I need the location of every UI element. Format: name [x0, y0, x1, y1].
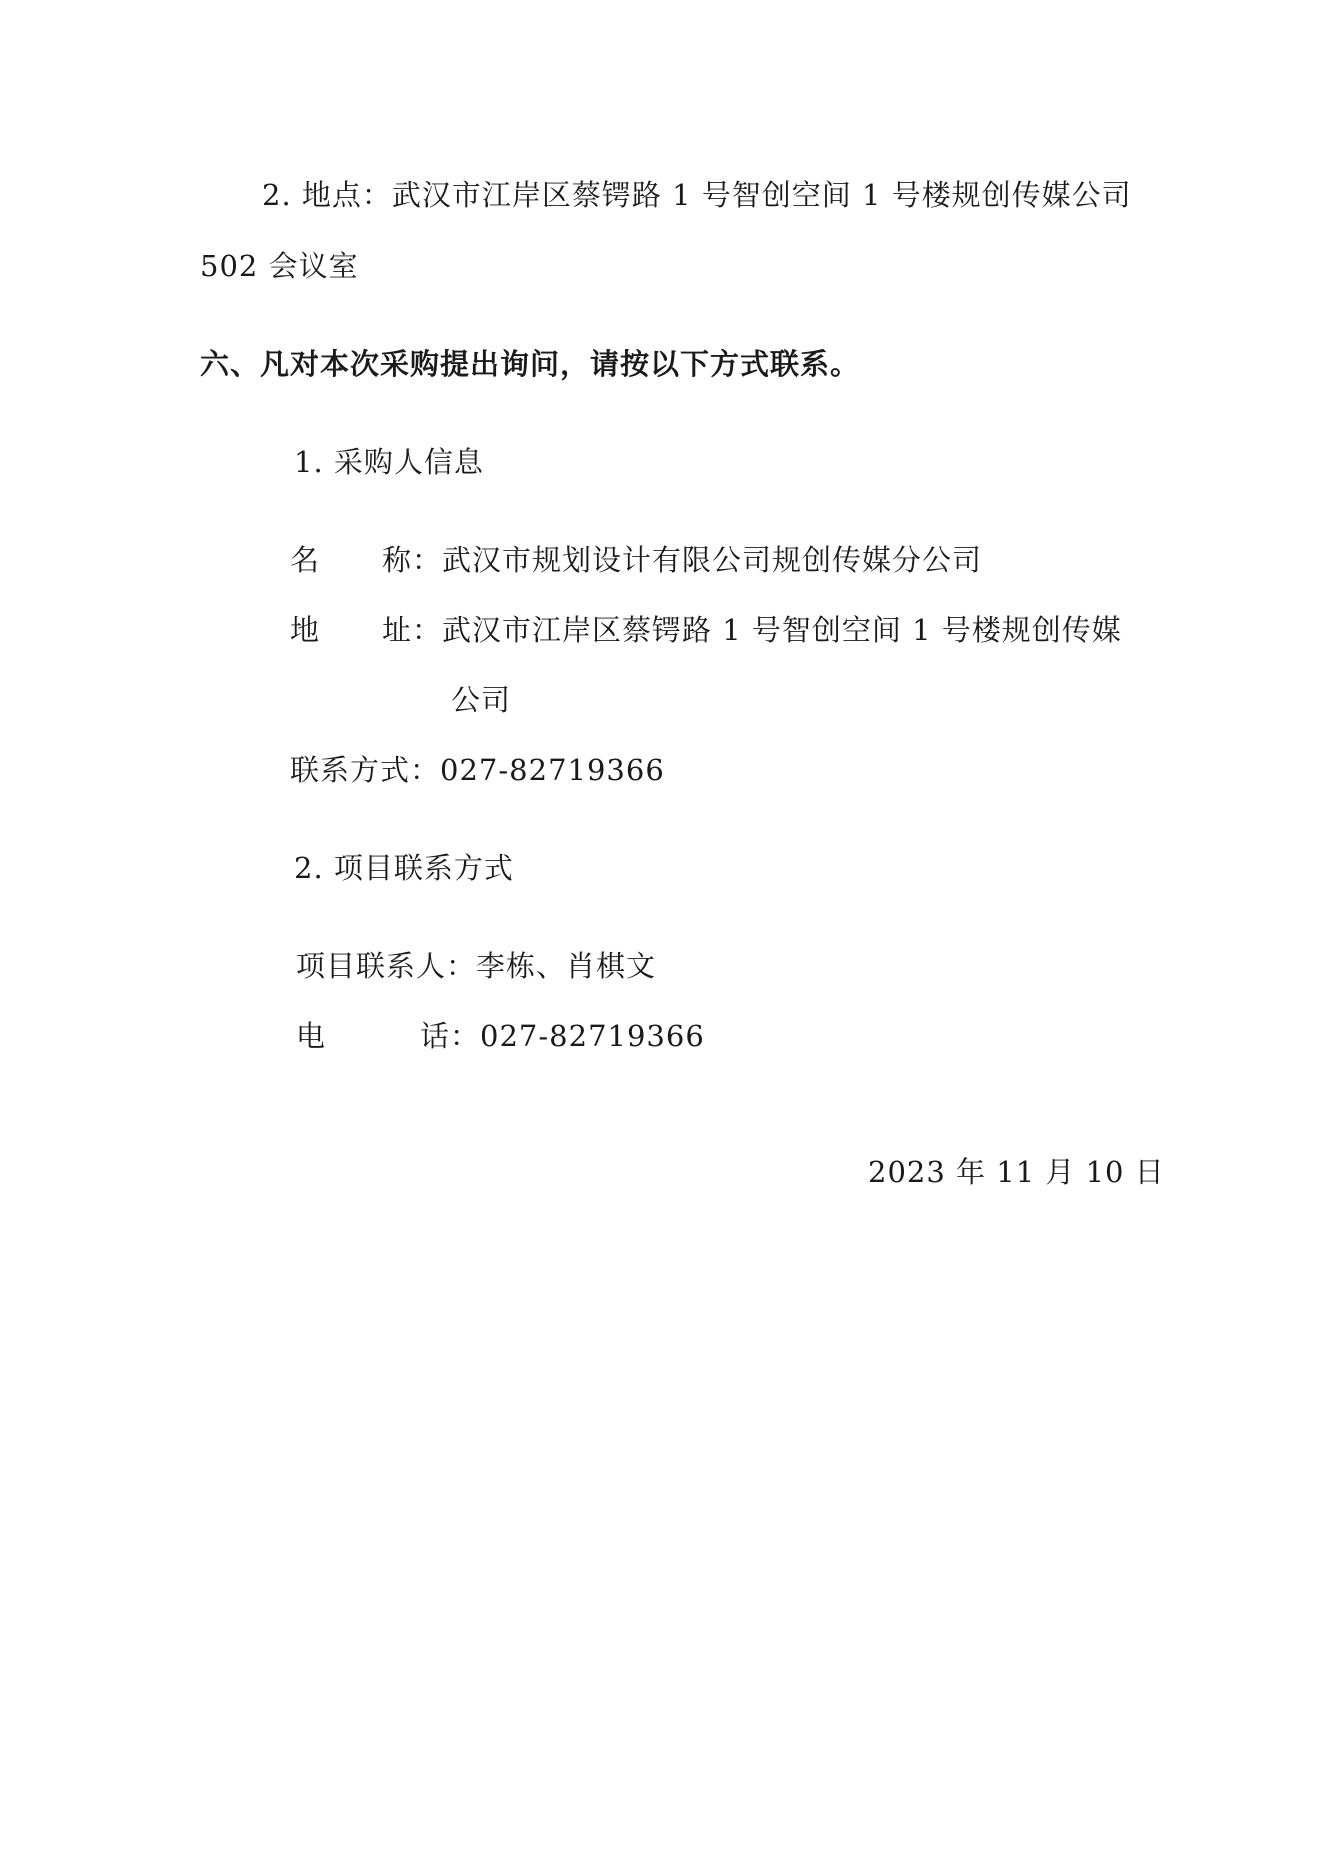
purchaser-contact-label: 联系方式： [290, 753, 441, 787]
purchaser-name-label-a: 名 [290, 543, 321, 577]
purchaser-info-title: 1. 采购人信息 [294, 445, 484, 479]
section-6-heading: 六、凡对本次采购提出询问，请按以下方式联系。 [200, 347, 861, 381]
purchaser-contact-row [290, 752, 665, 788]
project-person-row [296, 948, 656, 984]
purchaser-address-label-a: 地 [290, 613, 321, 647]
project-person-label: 项目联系人： [296, 949, 477, 983]
project-phone-row [296, 1018, 705, 1054]
project-phone-value: 027-82719366 [480, 1019, 705, 1053]
purchaser-address-value-2: 公司 [451, 683, 512, 717]
document-date: 2023 年 11 月 10 日 [868, 1155, 1165, 1189]
project-phone-label-a: 电 [296, 1019, 327, 1053]
purchaser-name-row [290, 542, 982, 578]
purchaser-address-value-1: 武汉市江岸区蔡锷路 1 号智创空间 1 号楼规创传媒 [442, 613, 1122, 647]
purchaser-name-label-b: 称： [382, 543, 443, 577]
project-contact-title: 2. 项目联系方式 [294, 851, 514, 885]
purchaser-name-value: 武汉市规划设计有限公司规创传媒分公司 [442, 543, 983, 577]
purchaser-contact-value: 027-82719366 [440, 753, 665, 787]
location-line-1: 2. 地点：武汉市江岸区蔡锷路 1 号智创空间 1 号楼规创传媒公司 [262, 178, 1132, 212]
purchaser-address-row [290, 612, 1122, 648]
location-line-2: 502 会议室 [200, 249, 359, 283]
purchaser-address-label-b: 址： [382, 613, 443, 647]
project-phone-label-b: 话： [420, 1019, 481, 1053]
project-person-value: 李栋、肖棋文 [476, 949, 657, 983]
